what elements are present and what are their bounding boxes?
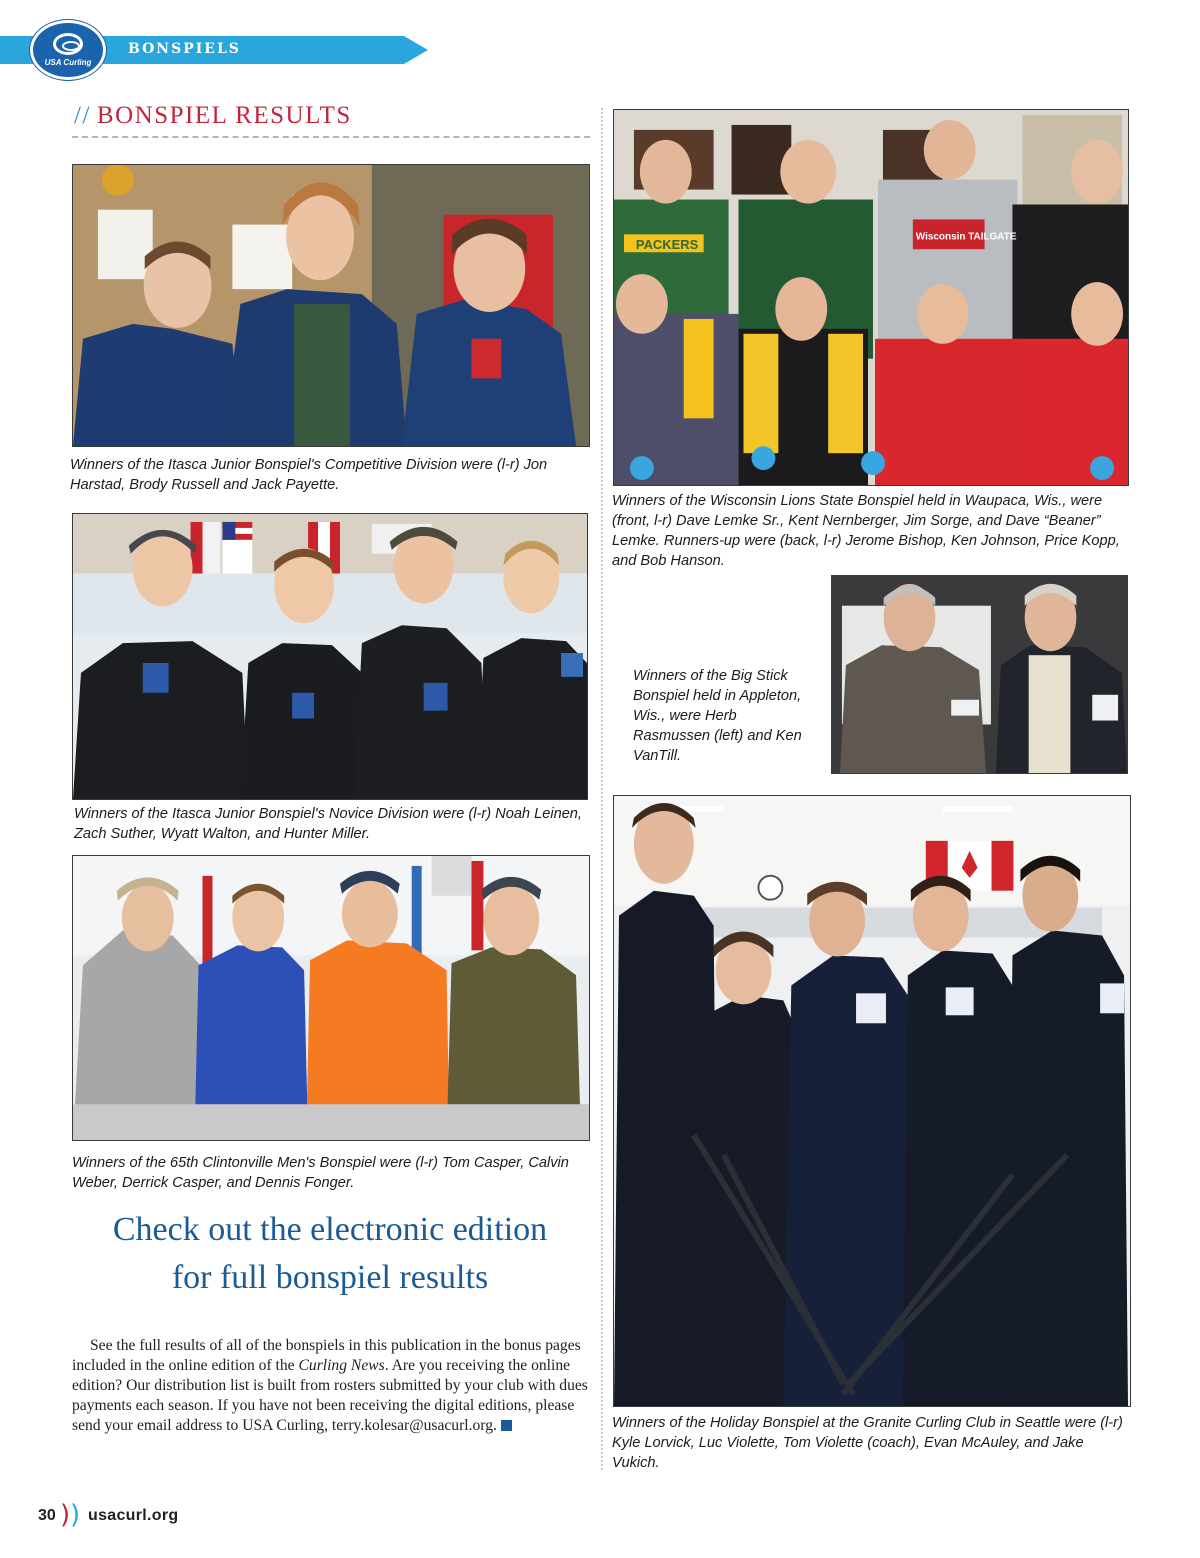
callout-headline bbox=[72, 1206, 588, 1302]
dashed-divider bbox=[72, 136, 590, 138]
banner-arrow bbox=[404, 36, 428, 64]
body-text-start: See the full results of all of the bonspiels in this publication in the bonus pages included in the online edition of the bbox=[72, 1337, 581, 1374]
page-title bbox=[74, 102, 352, 130]
section-label: BONSPIELS bbox=[128, 41, 241, 57]
photo-itasca-novice bbox=[72, 513, 588, 800]
title-text: BONSPIEL RESULTS bbox=[96, 102, 352, 129]
tailgate-shirt-text: Wisconsin TAILGATE bbox=[915, 231, 1017, 243]
body-paragraph bbox=[72, 1336, 594, 1436]
page-number: 30 bbox=[38, 1507, 56, 1524]
photo-itasca-competitive bbox=[72, 164, 590, 447]
website-url: usacurl.org bbox=[88, 1507, 179, 1524]
packers-shirt-text: PACKERS bbox=[635, 237, 699, 253]
photo-clintonville bbox=[72, 855, 590, 1141]
column-divider bbox=[601, 108, 603, 1470]
photo-wisconsin-lions bbox=[613, 109, 1129, 486]
curling-stone-icon bbox=[53, 33, 83, 55]
photo-holiday-granite bbox=[613, 795, 1131, 1407]
caption-big-stick: Winners of the Big Stick Bonspiel held in Appleton, Wis., were Herb Rasmussen (left) and Ken VanTill. bbox=[633, 668, 802, 764]
paren-blue-icon: ) bbox=[70, 1500, 81, 1530]
caption-clintonville: Winners of the 65th Clintonville Men's Bonspiel were (l-r) Tom Casper, Calvin Weber, Derrick Casper, and Dennis Fonger. bbox=[72, 1155, 569, 1191]
callout-line-1: Check out the electronic edition bbox=[112, 1211, 548, 1248]
logo-text: USA Curling bbox=[44, 58, 92, 67]
paren-red-icon: ) bbox=[60, 1500, 71, 1530]
caption-wisconsin-lions: Winners of the Wisconsin Lions State Bonspiel held in Waupaca, Wis., were (front, l-r) Dave Lemke Sr., Kent Nernberger, Jim Sorge, and Dave “Beaner” Lemke. Runners-up were (back, l-r) Jerome Bishop, Ken Johnson, Price Kopp, and Bob Hanson. bbox=[612, 493, 1120, 569]
end-mark-icon bbox=[501, 1420, 512, 1431]
caption-itasca-novice: Winners of the Itasca Junior Bonspiel's Novice Division were (l-r) Noah Leinen, Zach Suther, Wyatt Walton, and Hunter Miller. bbox=[74, 806, 582, 842]
caption-itasca-competitive: Winners of the Itasca Junior Bonspiel's Competitive Division were (l-r) Jon Harstad, Brody Russell and Jack Payette. bbox=[70, 457, 548, 493]
photo-big-stick bbox=[831, 575, 1128, 774]
title-slashes: // bbox=[74, 102, 91, 129]
callout-line-2: for full bonspiel results bbox=[171, 1259, 489, 1296]
publication-name: Curling News bbox=[298, 1357, 385, 1374]
body-text-end: . Are you receiving the online edition? Our distribution list is built from rosters submitted by your club with dues payments each season. If you have not been receiving the digital editions, please send your email address to USA Curling, terry.kolesar@usacurl.org. bbox=[72, 1357, 588, 1434]
caption-holiday-granite: Winners of the Holiday Bonspiel at the Granite Curling Club in Seattle were (l-r) Kyle Lorvick, Luc Violette, Tom Violette (coach), Evan McAuley, and Jake Vukich. bbox=[612, 1415, 1123, 1471]
usa-curling-logo bbox=[30, 20, 106, 80]
